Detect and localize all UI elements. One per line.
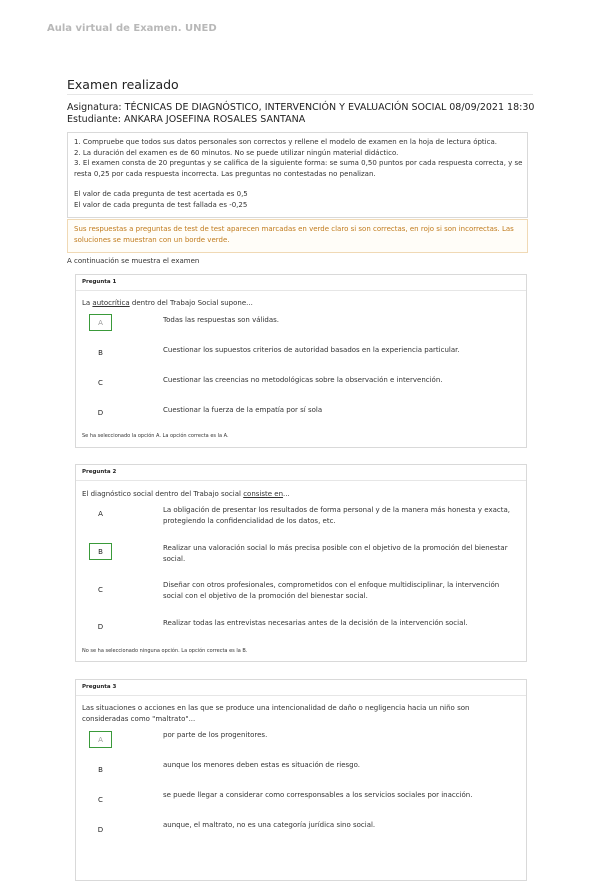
option-b-text: Realizar una valoración social lo más precisa posible con el objetivo de la promoción del bienestar social.: [163, 544, 508, 563]
option-c-text: se puede llegar a considerar como corresponsables a los servicios sociales por inacción.: [163, 791, 473, 799]
question-header: Pregunta 2: [82, 469, 117, 475]
instructions-box: [67, 132, 528, 218]
option-d-text: aunque, el maltrato, no es una categoría jurídica sino social.: [163, 821, 376, 829]
option-a-text: La obligación de presentar los resultados de forma personal y de la manera más honesta y exacta, protegiendo la confidencialidad de los datos, etc.: [163, 506, 511, 525]
option-d-letter: D: [97, 408, 104, 417]
site-title: Aula virtual de Examen. UNED: [47, 23, 217, 34]
question-header: Pregunta 1: [82, 279, 117, 285]
question-feedback: No se ha seleccionado ninguna opción. La opción correcta es la B.: [82, 648, 248, 654]
value-wrong: El valor de cada pregunta de test fallada es -0,25: [74, 200, 248, 209]
question-stem: El diagnóstico social dentro del Trabajo social consiste en...: [82, 490, 290, 498]
question-feedback: Se ha seleccionado la opción A. La opción correcta es la A.: [82, 433, 229, 439]
option-d-letter: D: [97, 622, 104, 631]
option-c-letter: C: [98, 795, 103, 804]
option-a-text: por parte de los progenitores.: [163, 731, 268, 739]
question-stem: La autocrítica dentro del Trabajo Social supone...: [82, 299, 253, 307]
option-c-text: Cuestionar las creencias no metodológicas sobre la observación e intervención.: [163, 376, 443, 384]
question-card-1: [75, 274, 527, 448]
option-a-text: Todas las respuestas son válidas.: [163, 316, 280, 324]
option-d-text: Realizar todas las entrevistas necesarias antes de la decisión de la intervención social.: [163, 619, 468, 627]
option-b-letter: B: [98, 348, 103, 357]
answer-legend-notice: Sus respuestas a preguntas de test de test aparecen marcadas en verde claro si son correctas, en rojo si son incorrectas. Las soluciones se muestran con un borde verde.: [67, 219, 528, 253]
exam-subject-block: [67, 102, 537, 125]
option-c-letter: C: [98, 585, 103, 594]
option-a-letter: A: [89, 314, 112, 331]
option-d-text: Cuestionar la fuerza de la empatía por sí sola: [163, 406, 323, 414]
option-b-text: aunque los menores deben estas es situación de riesgo.: [163, 761, 361, 769]
question-card-2: [75, 464, 527, 662]
stem-underlined-term: consiste en: [243, 490, 284, 498]
option-b-letter: B: [89, 543, 112, 560]
question-header: Pregunta 3: [82, 684, 117, 690]
question-stem: Las situaciones o acciones en las que se produce una intencionalidad de daño o negligencia hacia un niño son consideradas como "maltrato"...: [82, 704, 470, 723]
option-c-letter: C: [98, 378, 103, 387]
instruction-2: 2. La duración del examen es de 60 minutos. No se puede utilizar ningún material didáctico.: [74, 148, 399, 157]
title-divider: [67, 94, 533, 95]
subject-line: Asignatura: TÉCNICAS DE DIAGNÓSTICO, INTERVENCIÓN Y EVALUACIÓN SOCIAL 08/09/2021 18:30: [67, 102, 535, 113]
option-c-text: Diseñar con otros profesionales, comprometidos con el enfoque multidisciplinar, la intervención social con el objetivo de la promoción del bienestar social.: [163, 581, 500, 600]
instruction-1: 1. Compruebe que todos sus datos personales son correctos y rellene el modelo de examen en la hoja de lectura óptica.: [74, 138, 497, 146]
option-b-text: Cuestionar los supuestos criterios de autoridad basados en la experiencia particular.: [163, 346, 460, 354]
value-correct: El valor de cada pregunta de test acertada es 0,5: [74, 190, 248, 198]
option-d-letter: D: [97, 825, 104, 834]
page-title: Examen realizado: [67, 77, 179, 92]
option-b-letter: B: [98, 765, 103, 774]
option-a-letter: A: [89, 731, 112, 748]
option-a-letter: A: [98, 509, 103, 518]
exam-intro: A continuación se muestra el examen: [67, 257, 200, 265]
stem-underlined-term: autocrítica: [92, 299, 130, 307]
instruction-3: 3. El examen consta de 20 preguntas y se califica de la siguiente forma: se suma 0,50 puntos por cada respuesta correcta, y se resta 0,25 por cada respuesta incorrecta. Las preguntas no contestadas no penalizan.: [74, 159, 523, 178]
student-line: Estudiante: ANKARA JOSEFINA ROSALES SANTANA: [67, 113, 306, 125]
question-card-3: [75, 679, 527, 881]
